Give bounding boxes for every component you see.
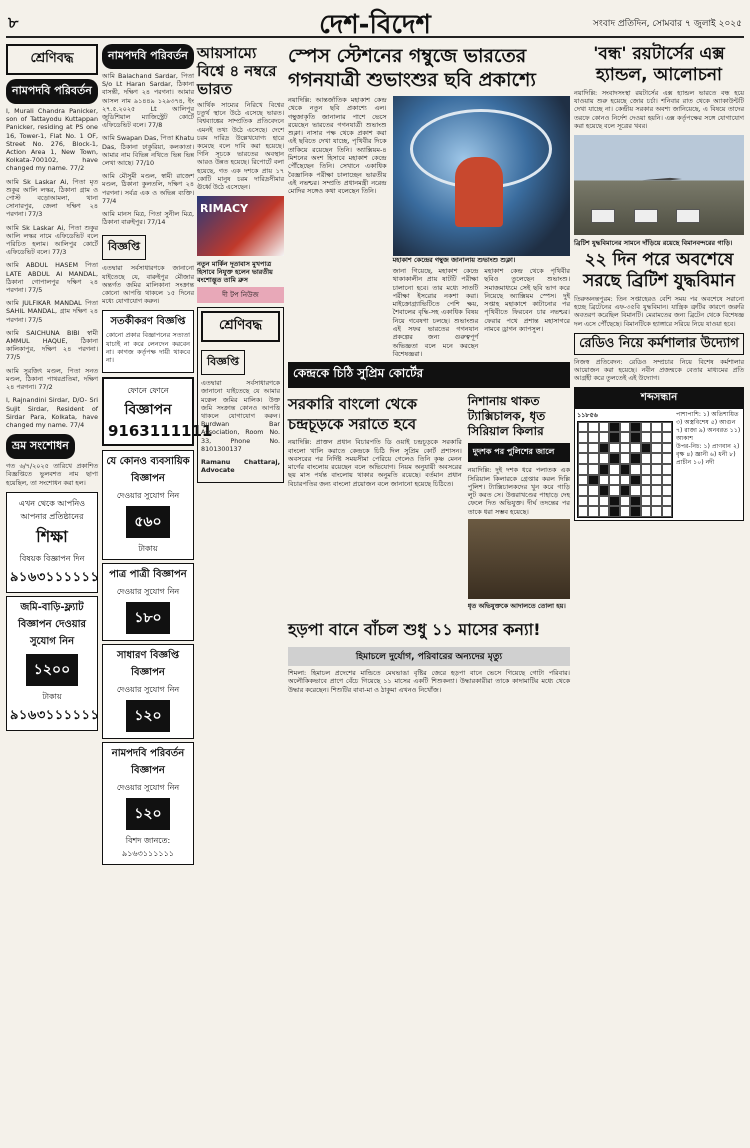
- crossword-cell: [630, 475, 640, 486]
- matrimony-ad-title: পাত্র পাত্রী বিজ্ঞাপন: [109, 569, 187, 581]
- reuters-headline[interactable]: 'বন্ধ' রয়টার্সের এক্স হ্যান্ডল, আলোচনা: [593, 44, 725, 85]
- name-change-ad-footer: বিশদ জানতে: ৯১৬৩১১১১১১: [122, 836, 174, 859]
- crossword-cell[interactable]: [609, 475, 619, 486]
- general-notice-ad-price: ১২০: [126, 700, 169, 732]
- education-ad-phone: ৯১৬৩১১১১১১: [10, 569, 100, 585]
- crossword-cell[interactable]: [641, 432, 651, 443]
- notice: I, Rajnandini Sirdar, D/O- Sri Sujit Sirdar, Resident of Sirdar Para, Kolkata, have changed my name. 77/4: [6, 396, 98, 429]
- british-jet-headline[interactable]: ২২ দিন পরে অবশেষে সরছে ব্রিটিশ যুদ্ধবিমান: [583, 250, 735, 292]
- warning-box: [102, 310, 194, 373]
- radio-body: নিজস্ব প্রতিবেদন: রেডিও সম্প্রচার নিয়ে বিশেষ কর্মশালার আয়োজন করা হয়েছে। নবীন প্রজন্মকে বেতার মাধ্যমের প্রতি আগ্রহী করে তুলতেই এই উদ্যোগ।: [574, 357, 744, 383]
- crossword-grid[interactable]: [577, 421, 673, 518]
- crossword-cell[interactable]: [651, 422, 661, 433]
- legal-notice-text: এতদ্বারা সর্বসাধারণকে জানানো যাইতেছে যে আমার মক্কেল জমির মালিক। উক্ত জমি সংক্রান্ত কোনও আপত্তি থাকলে যোগাযোগ করুন। Burdwan Bar Association, Room No. 33, Phone No. 8101300137: [201, 379, 280, 453]
- warning-title: সতর্কীকরণ বিজ্ঞপ্তি: [110, 316, 186, 328]
- chandrachud-headline[interactable]: সরকারি বাংলো থেকে চন্দ্রচূড়কে সরাতে হবে: [288, 395, 418, 434]
- crossword-cell[interactable]: [662, 496, 672, 507]
- section-title: দেশ-বিদেশ: [319, 10, 431, 40]
- crossword-cell: [641, 443, 651, 454]
- himachal-kicker: হিমাচলে দুর্যোগ, পরিবারের অন্যদের মৃত্যু: [288, 647, 570, 666]
- matrimony-ad-price: ১৮০: [126, 602, 169, 634]
- space-story-right: মহাকাশ কেন্দ্র থেকে পৃথিবীর ছবিও তুলেছেন শুভাংশু। সমাজমাধ্যমে সেই ছবি ভাগ করে নিয়েছে অ্যাক্সিয়ম স্পেস। দুই সপ্তাহ মহাকাশে কাটানোর পর পৃথিবীতে ফিরবেন চার নভশ্চর। ফেরার পথে প্রশান্ত মহাসাগরে নামবে ড্রাগন ক্যাপসুল।: [484, 267, 571, 334]
- reuters-body: নয়াদিল্লি: সংবাদসংস্থা রয়টার্সের এক্স হ্যান্ডল ভারতে বন্ধ হয়ে যাওয়ায় শুরু হয়েছে জোর চর্চা। শনিবার রাত থেকে অ্যাকাউন্টটি দেখা যাচ্ছে না। কেন্দ্রীয় সরকার অবশ্য জানিয়েছে, এ বিষয়ে তাদের তরফে কোনও নির্দেশ দেওয়া হয়নি। এক্স কর্তৃপক্ষের সঙ্গে যোগাযোগ করা হয়েছে বলে সূত্রের খবর।: [574, 89, 744, 130]
- crossword-cell[interactable]: [588, 422, 598, 433]
- main-news-column: [288, 44, 570, 1144]
- crossword-puzzle[interactable]: [574, 387, 744, 521]
- crossword-cell[interactable]: [620, 443, 630, 454]
- general-notice-ad[interactable]: [102, 644, 194, 739]
- crossword-cell[interactable]: [620, 475, 630, 486]
- classified-column-a: [6, 44, 98, 1144]
- name-change-ad[interactable]: [102, 742, 194, 865]
- crossword-cell[interactable]: [662, 453, 672, 464]
- crossword-cell[interactable]: [578, 475, 588, 486]
- crossword-cell[interactable]: [641, 453, 651, 464]
- notice: I, Murali Chandra Panicker, son of Tattayodu Kuttappan Panicker, residing at PS one 16, Tower-1, Flat No. 1 OF, Street No. 276, Block-1, Action Area 1, New Town, Kolkata-700102, have changed my name. 77/2: [6, 107, 98, 173]
- correction-title: ভ্রম সংশোধন: [6, 434, 75, 459]
- crossword-cell[interactable]: [641, 506, 651, 517]
- crossword-cell[interactable]: [641, 485, 651, 496]
- crossword-cell[interactable]: [599, 475, 609, 486]
- crossword-cell[interactable]: [651, 475, 661, 486]
- notice: আমি মানস মিত্র, পিতা সুনীল মিত্র, ঠিকানা বারুইপুর। 77/14: [102, 210, 194, 227]
- crossword-cell[interactable]: [651, 432, 661, 443]
- crossword-cell[interactable]: [630, 485, 640, 496]
- space-station-headline[interactable]: স্পেস স্টেশনের গম্বুজে ভারতের গগনযাত্রী শুভাংশুর ছবি প্রকাশ্যে: [288, 45, 536, 91]
- crossword-cell[interactable]: [578, 432, 588, 443]
- name-change-ad-sub: দেওয়ার সুযোগ নিন: [116, 783, 180, 793]
- spokesperson-caption: নতুন মার্কিন দূতাবাস মুখপাত্র হিসাবে নিযুক্ত হলেন ভারতীয় বংশোদ্ভূত তামি ব্রুস: [197, 260, 273, 285]
- income-equality-headline[interactable]: আয়সাম্যে বিশ্বে ৪ নম্বরে ভারত: [197, 44, 277, 98]
- crossword-number: ১১৮৫৬: [577, 411, 598, 420]
- crossword-cell[interactable]: [651, 485, 661, 496]
- crossword-cell[interactable]: [630, 464, 640, 475]
- accused-caption: ধৃত অভিযুক্তকে আদালতে তোলা হয়।: [467, 602, 566, 611]
- crossword-cell[interactable]: [599, 453, 609, 464]
- crossword-cell[interactable]: [578, 506, 588, 517]
- crossword-cell[interactable]: [651, 464, 661, 475]
- notice-title: বিজ্ঞপ্তি: [102, 235, 146, 260]
- crossword-cell[interactable]: [588, 443, 598, 454]
- education-ad[interactable]: [6, 492, 98, 593]
- general-notice-ad-title: সাধারণ বিজ্ঞপ্তি বিজ্ঞাপন: [116, 650, 180, 679]
- jet-shape: [642, 173, 682, 185]
- crossword-cell[interactable]: [599, 432, 609, 443]
- crossword-cell[interactable]: [588, 432, 598, 443]
- crossword-cell[interactable]: [630, 443, 640, 454]
- phone-ad-title: ফোনে ফোনে: [127, 386, 169, 396]
- notice: আমি Swapan Das, পিতা Khatu Das, ঠিকানা ঢাকুরিয়া, কলকাতা। আমার নাম বিভিন্ন নথিতে ভিন্ন ভিন্ন লেখা আছে। 77/10: [102, 134, 194, 168]
- crossword-cell[interactable]: [609, 464, 619, 475]
- serial-killer-kicker: দুদশক পর পুলিশের জালে: [468, 443, 570, 462]
- crossword-cell[interactable]: [620, 453, 630, 464]
- crossword-cell[interactable]: [662, 506, 672, 517]
- news-column-c: [197, 44, 284, 1144]
- crossword-cell[interactable]: [609, 485, 619, 496]
- business-ad-price: ৫৬০: [126, 506, 169, 538]
- crossword-cell[interactable]: [662, 432, 672, 443]
- crossword-cell[interactable]: [578, 443, 588, 454]
- astronaut-figure: [455, 157, 503, 227]
- income-equality-body: আর্থিক সাম্যের নিরিখে বিশ্বের চতুর্থ স্থানে উঠে এসেছে ভারত। বিশ্বব্যাঙ্কের সাম্প্রতিক প্রতিবেদনে এমনই তথ্য উঠে এসেছে। দেশে চরম দারিদ্র উল্লেখযোগ্য হারে কমেছে বলে দাবি করা হয়েছে। গিনি সূচকে ভারতের অবস্থান আরও উন্নত হয়েছে। রিপোর্টে বলা হয়েছে, গত এক দশকে প্রায় ১৭ কোটি মানুষ চরম দারিদ্রসীমার ঊর্ধ্বে উঠে এসেছেন।: [197, 101, 284, 192]
- crossword-cell[interactable]: [641, 422, 651, 433]
- property-ad-unit: টাকায়: [42, 691, 62, 701]
- notice: আমি Balachand Sardar, পিতা S/o Lt Haran Sardar, ঠিকানা বাসন্তী, দক্ষিণ ২৪ পরগনা। আমার আসল নাম ৯১৪৪৯ ১২৯৩৭৪, ইং ২৭.৫.২০২৫ Lt আলিপুর জুডিশিয়াল ম্যাজিস্ট্রেট কোর্টে এফিডেভিট বলে। 77/8: [102, 72, 194, 130]
- property-ad[interactable]: [6, 596, 98, 731]
- crossword-cell[interactable]: [641, 464, 651, 475]
- crossword-cell: [609, 496, 619, 507]
- classified-title: শ্রেণিবদ্ধ: [6, 44, 98, 75]
- spokesperson-photo: [197, 196, 284, 256]
- notice: আমি মৌসুমী মণ্ডল, স্বামী রাজেশ মণ্ডল, ঠিকানা কুলতলি, দক্ষিণ ২৪ পরগনা। সর্বত্র এক ও অভিন্ন ব্যক্তি। 77/4: [102, 172, 194, 205]
- crossword-cell[interactable]: [662, 475, 672, 486]
- education-ad-title: এখন থেকে আপনিও আপনার প্রতিষ্ঠানের: [18, 498, 86, 521]
- astronaut-caption: মহাকাশ কেন্দ্রের গম্বুজ জানালায় শুভাংশু শুক্লা।: [392, 256, 516, 264]
- crossword-cell[interactable]: [578, 453, 588, 464]
- education-ad-sub: বিষয়ক বিজ্ঞাপন দিন: [19, 553, 85, 563]
- crossword-cell: [630, 422, 640, 433]
- crossword-cell[interactable]: [588, 506, 598, 517]
- flash-flood-headline[interactable]: হড়পা বানে বাঁচল শুধু ১১ মাসের কন্যা!: [288, 620, 541, 640]
- crossword-cell: [599, 464, 609, 475]
- crossword-cell[interactable]: [641, 496, 651, 507]
- fighter-jet-caption: ব্রিটিশ যুদ্ধবিমানের সামনে দাঁড়িয়ে রয়েছে বিমানবন্দরের গাড়ি।: [574, 239, 733, 248]
- crossword-cell: [588, 475, 598, 486]
- classified-title: শ্রেণিবদ্ধ: [201, 311, 280, 342]
- british-jet-body: তিরুঅনন্তপুরম: তিন সপ্তাহেরও বেশি সময় পর অবশেষে সরানো হচ্ছে ব্রিটেনের এফ-৩৫বি যুদ্ধবিমান। যান্ত্রিক ত্রুটির কারণে জরুরি অবতরণ করেছিল বিমানটি। মেরামতের জন্য ব্রিটেন থেকে বিশেষজ্ঞ দল এসে পৌঁছেছে। বিমানটিকে হ্যাঙ্গারে সরিয়ে নিয়ে যাওয়া হবে।: [574, 295, 744, 328]
- crossword-cell: [609, 506, 619, 517]
- chandrachud-body: নয়াদিল্লি: প্রাক্তন প্রধান বিচারপতি ডি ওয়াই চন্দ্রচূড়কে সরকারি বাংলো খালি করাতে কেন্দ্রকে চিঠি দিল সুপ্রিম কোর্ট প্রশাসন। অবসরের পর নির্দিষ্ট সময়সীমা পেরিয়ে গেলেও তিনি কৃষ্ণ মেনন মার্গের বাংলোয় রয়েছেন বলে অভিযোগ। নিয়ম অনুযায়ী অবসরের ছয় মাস পর্যন্ত বাংলোয় থাকার অনুমতি রয়েছে। বর্তমান প্রধান বিচারপতির জন্য বাংলো প্রয়োজন বলে জানানো হয়েছে চিঠিতে।: [288, 438, 462, 488]
- business-ad[interactable]: [102, 450, 194, 560]
- truck-shape: [676, 209, 700, 223]
- crossword-across-clues: পাশাপাশি: ১) অতিশায়িত ৩) অস্ত্রবিশেষ ৫) আগুন ৭) রাজা ৯) অনবরত ১১) আকাশ: [676, 411, 741, 443]
- crossword-cell[interactable]: [578, 485, 588, 496]
- crossword-cell: [630, 432, 640, 443]
- notice: আমি JULFIKAR MANDAL পিতা SAHIL MANDAL, গ্রাম দক্ষিণ ২৪ পরগনা। 77/5: [6, 299, 98, 324]
- truck-shape: [634, 209, 658, 223]
- crossword-cell[interactable]: [620, 422, 630, 433]
- crossword-cell[interactable]: [641, 475, 651, 486]
- property-ad-title: জমি-বাড়ি-ফ্ল্যাট বিজ্ঞাপন দেওয়ার সুযোগ নিন: [17, 601, 87, 647]
- matrimony-ad-sub: দেওয়ার সুযোগ নিন: [116, 587, 180, 597]
- matrimony-ad[interactable]: [102, 563, 194, 641]
- crossword-cell[interactable]: [609, 443, 619, 454]
- notice: আমি Sk Laskar Ai, পিতা শুকুর আলি লস্কর নামে এফিডেভিট বলে পরিচিত হলাম। আলিপুর কোর্টে এফিডেভিট বলে। 77/3: [6, 223, 98, 257]
- general-notice-ad-sub: দেওয়ার সুযোগ নিন: [116, 685, 180, 695]
- crossword-cell[interactable]: [588, 485, 598, 496]
- crossword-cell: [620, 464, 630, 475]
- radio-headline[interactable]: রেডিও নিয়ে কর্মশালার উদ্যোগ: [574, 333, 744, 355]
- crossword-cell[interactable]: [651, 506, 661, 517]
- supreme-court-kicker: কেন্দ্রকে চিঠি সুপ্রিম কোর্টের: [288, 362, 570, 388]
- business-ad-title: যে কোনও ব্যবসায়িক বিজ্ঞাপন: [106, 456, 190, 485]
- crossword-cell[interactable]: [620, 506, 630, 517]
- crossword-cell: [599, 443, 609, 454]
- flash-flood-body: শিমলা: হিমাচল প্রদেশের মান্ডিতে মেঘভাঙা বৃষ্টির জেরে হড়পা বানে ভেসে গিয়েছে গোটা পরিবার। অলৌকিকভাবে প্রাণে বেঁচে গিয়েছে ১১ মাসের একটি শিশুকন্যা। উদ্ধারকারীরা তাকে কাদামাটির মধ্যে থেকে উদ্ধার করেছেন। শিশুটির বাবা-মা ও ঠাকুমা এখনও নিখোঁজ।: [288, 669, 570, 694]
- warning-text: কোনো প্রকার বিজ্ঞাপনের সত্যতা যাচাই না করে লেনদেন করবেন না। কাগজ কর্তৃপক্ষ দায়ী থাকবে না।: [106, 331, 190, 365]
- page-header: [6, 4, 744, 38]
- crossword-cell: [599, 485, 609, 496]
- page-number: ৮: [8, 13, 19, 32]
- property-ad-phone: ৯১৬৩১১১১১১: [10, 707, 100, 723]
- name-change-ad-title: নামপদবি পরিবর্তন বিজ্ঞাপন: [111, 748, 185, 777]
- crossword-cell[interactable]: [662, 464, 672, 475]
- crossword-cell[interactable]: [599, 496, 609, 507]
- crossword-down-clues: উপর-নিচ: ১) প্রাণবান ২) বৃক্ষ ৪) জ্ঞানী ৬) ধনী ৮) প্রাচীন ১০) নদী: [676, 443, 740, 467]
- space-story-left: নয়াদিল্লি: আন্তর্জাতিক মহাকাশ কেন্দ্র থেকে নতুন ছবি প্রকাশ্যে এল। গম্বুজাকৃতি জানালার পাশে ভেসে রয়েছেন ভারতের গগনযাত্রী শুভাংশু শুক্লা। নাসার পক্ষ থেকে প্রকাশ করা এই ছবিতে দেখা যাচ্ছে, পৃথিবীর দিকে তাকিয়ে রয়েছেন তিনি। অ্যাক্সিয়ম-৪ মিশনের অংশ হিসাবে মহাকাশ কেন্দ্রে পৌঁছেছেন তিনি। সেখানে একাধিক বৈজ্ঞানিক পরীক্ষা চালাচ্ছেন ভারতীয় এই নভশ্চর। সম্প্রতি প্রধানমন্ত্রী নরেন্দ্র মোদির সঙ্গেও কথা বলেছেন তিনি।: [288, 96, 387, 196]
- crossword-cell[interactable]: [588, 464, 598, 475]
- crossword-cell[interactable]: [651, 443, 661, 454]
- truck-shape: [591, 209, 615, 223]
- crossword-cell[interactable]: [578, 496, 588, 507]
- phone-ad-big: বিজ্ঞাপন: [124, 402, 172, 419]
- business-ad-sub: দেওয়ার সুযোগ নিন: [116, 491, 180, 501]
- crossword-cell[interactable]: [620, 432, 630, 443]
- notice: আমি SAICHUNA BIBI স্বামী AMMUL HAQUE, ঠিকানা কালিকাপুর, দক্ষিণ ২৪ পরগনা। 77/5: [6, 328, 98, 362]
- notice: আমি Sk Laskar Ai, পিতা মৃত শুকুর আলি লস্কর, ঠিকানা গ্রাম ও পোস্ট বড়োআমলা, থানা সোনারপুর, জেলা দক্ষিণ ২৪ পরগনা। 77/3: [6, 177, 98, 219]
- advocate-signature: Ramanu Chattaraj, Advocate: [201, 458, 280, 475]
- photo-backdrop-text: RIMACY: [200, 202, 249, 216]
- notice-text: এতদ্বারা সর্বসাধারণকে জানানো যাইতেছে যে, বারুইপুর মৌজার অন্তর্গত জমির মালিকানা সংক্রান্ত কোনো আপত্তি থাকলে ১৫ দিনের মধ্যে যোগাযোগ করুন।: [102, 264, 194, 306]
- classified-box: [197, 307, 284, 483]
- crossword-cell: [620, 485, 630, 496]
- correction-text: গত ৬/৭/২০২৫ তারিখে প্রকাশিত বিজ্ঞপ্তিতে ভুলবশত নাম ছাপা হয়েছিল, তা সংশোধন করা হল।: [6, 462, 98, 487]
- right-news-column: [574, 44, 744, 1144]
- notice: আমি ABDUL HASEM পিতা LATE ABDUL AI MANDAL, ঠিকানা গোপালপুর দক্ষিণ ২৪ পরগনা। 77/5: [6, 261, 98, 295]
- serial-killer-body: নয়াদিল্লি: দুই দশক ধরে পলাতক এক সিরিয়াল কিলারকে গ্রেপ্তার করল দিল্লি পুলিশ। ট্যাক্সিচালকদের খুন করে গাড়ি লুট করত সে। উত্তরাখণ্ডের পাহাড়ে দেহ ফেলে দিত অভিযুক্ত। দীর্ঘ তদন্তের পর তাকে ধরা সম্ভব হয়েছে।: [467, 466, 570, 516]
- crossword-cell[interactable]: [651, 453, 661, 464]
- crossword-cell[interactable]: [599, 506, 609, 517]
- space-photo-block: [393, 96, 570, 358]
- serial-killer-headline[interactable]: নিশানায় থাকত ট্যাক্সিচালক, ধৃত সিরিয়াল কিলার: [467, 394, 546, 439]
- crossword-cell[interactable]: [599, 422, 609, 433]
- notice-title: বিজ্ঞপ্তি: [201, 350, 245, 375]
- education-ad-big: শিক্ষা: [36, 526, 68, 546]
- crossword-cell[interactable]: [662, 443, 672, 454]
- classified-column-b: [102, 44, 213, 1144]
- crossword-cell[interactable]: [588, 496, 598, 507]
- top-news-strip: দী টপ নিউজ: [197, 287, 284, 303]
- space-story: [288, 96, 570, 358]
- phone-ad-number: 9163111111: [108, 422, 213, 441]
- crossword-cell: [630, 506, 640, 517]
- crossword-cell: [630, 453, 640, 464]
- crossword-cell[interactable]: [662, 485, 672, 496]
- crossword-cell: [630, 496, 640, 507]
- space-story-mid: জানা গিয়েছে, মহাকাশ কেন্দ্রে থাকাকালীন প্রায় ষাটটি পরীক্ষা চালানো হবে। তার মধ্যে সাতটি পরীক্ষা ইসরোর নকশা করা। মাইক্রোগ্র্যাভিটিতে পেশি ক্ষয়, শৈবালের বৃদ্ধি-সহ একাধিক বিষয় নিয়ে গবেষণা চলছে। শুভাংশুর এই সফর ভারতের গগনযান প্রকল্পের জন্য গুরুত্বপূর্ণ অভিজ্ঞতা বলে মনে করছেন বিশেষজ্ঞরা।: [392, 267, 479, 358]
- name-change-title: নামপদবি পরিবর্তন: [6, 79, 98, 104]
- name-change-title: নামপদবি পরিবর্তন: [102, 44, 194, 69]
- crossword-title: শব্দসন্ধান: [575, 388, 743, 409]
- accused-photo: [468, 519, 570, 599]
- crossword-cell[interactable]: [651, 496, 661, 507]
- business-ad-unit: টাকায়: [138, 544, 158, 554]
- notice: আমি সুরজিৎ মণ্ডল, পিতা সনত মণ্ডল, ঠিকানা পাথরপ্রতিমা, দক্ষিণ ২৪ পরগনা। 77/2: [6, 366, 98, 392]
- crossword-cell: [609, 422, 619, 433]
- astronaut-photo: [393, 96, 570, 256]
- phone-ad[interactable]: [102, 377, 213, 446]
- property-ad-price: ১২০০: [26, 654, 78, 686]
- issue-date: সংবাদ প্রতিদিন, সোমবার ৭ জুলাই ২০২৫: [592, 19, 742, 29]
- crossword-cell[interactable]: [578, 422, 588, 433]
- crossword-cell[interactable]: [588, 453, 598, 464]
- name-change-ad-price: ১২০: [126, 798, 169, 830]
- fighter-jet-photo: [574, 135, 744, 235]
- crossword-cell[interactable]: [662, 422, 672, 433]
- crossword-cell: [609, 432, 619, 443]
- crossword-cell[interactable]: [578, 464, 588, 475]
- crossword-cell: [609, 453, 619, 464]
- crossword-cell[interactable]: [620, 496, 630, 507]
